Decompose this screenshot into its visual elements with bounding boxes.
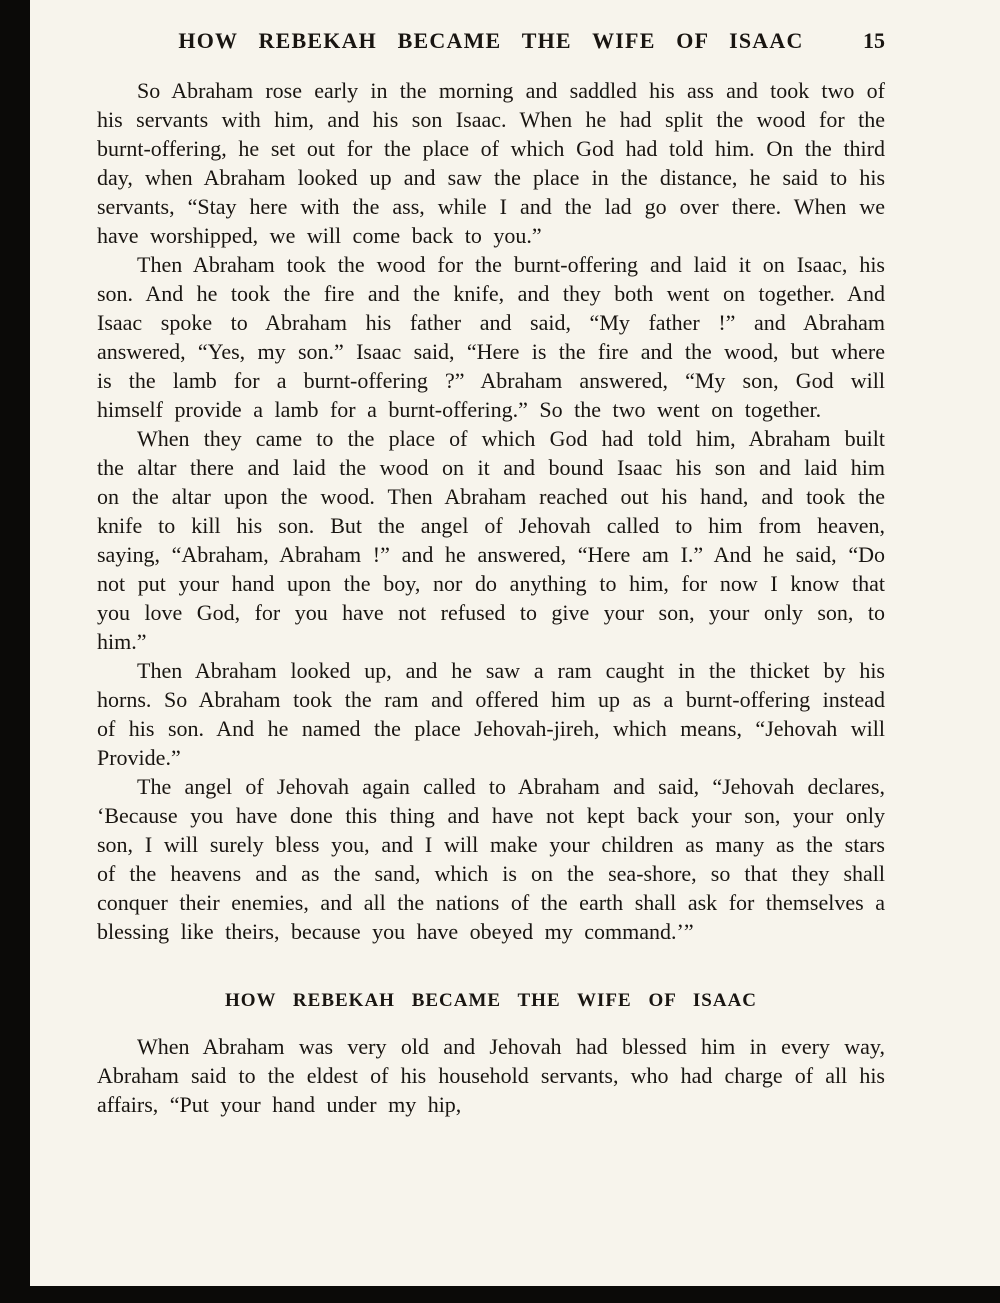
paragraph-2: Then Abraham took the wood for the burnt-offering and laid it on Isaac, his son. And he took the fire and the knife, and they both went on together. And Isaac spoke to Abraham his father and said, “My father !” and Abraham answered, “Yes, my son.” Isaac said, “Here is the fire and the wood, but where is the lamb for a burnt-offering ?” Abraham answered, “My son, God will himself provide a lamb for a burnt-offering.” So the two went on together. <box>97 252 885 422</box>
paragraph-3: When they came to the place of which God had told him, Abraham built the altar there and laid the wood on it and bound Isaac his son and laid him on the altar upon the wood. Then Abraham reached out his hand, and took the knife to kill his son. But the angel of Jehovah called to him from heaven, saying, “Abraham, Abraham !” and he answered, “Here am I.” And he said, “Do not put your hand upon the boy, nor do anything to him, for now I know that you love God, for you have not refused to give your son, your only son, to him.” <box>97 426 885 654</box>
page-number: 15 <box>863 28 885 53</box>
paragraph-1: So Abraham rose early in the morning and saddled his ass and took two of his servants with him, and his son Isaac. When he had split the wood for the burnt-offering, he set out for the place of which God had told him. On the third day, when Abraham looked up and saw the place in the distance, he said to his servants, “Stay here with the ass, while I and the lad go over there. When we have worshipped, we will come back to you.” <box>97 78 885 248</box>
section-heading: HOW REBEKAH BECAME THE WIFE OF ISAAC <box>224 990 758 1011</box>
paragraph-6: When Abraham was very old and Jehovah had blessed him in every way, Abraham said to the eldest of his household servants, who had charge of all his affairs, “Put your hand under my hip, <box>97 1034 885 1117</box>
running-header-title: HOW REBEKAH BECAME THE WIFE OF ISAAC <box>178 28 804 53</box>
paragraph-5: The angel of Jehovah again called to Abraham and said, “Jehovah declares, ‘Because you have done this thing and have not kept back your son, your only son, I will surely bless you, and I will make your children as many as the stars of the heavens and as the sand, which is on the sea-shore, so that they shall conquer their enemies, and all the nations of the earth shall ask for themselves a blessing like theirs, because you have obeyed my command.’” <box>97 774 885 944</box>
scan-edge-left <box>0 0 30 1303</box>
scan-edge-bottom <box>0 1286 1000 1303</box>
page-text-block <box>97 28 885 1119</box>
running-header <box>97 28 885 54</box>
paragraph-4: Then Abraham looked up, and he saw a ram caught in the thicket by his horns. So Abraham took the ram and offered him up as a burnt-offering instead of his son. And he named the place Jehovah-jireh, which means, “Jehovah will Provide.” <box>97 658 885 770</box>
